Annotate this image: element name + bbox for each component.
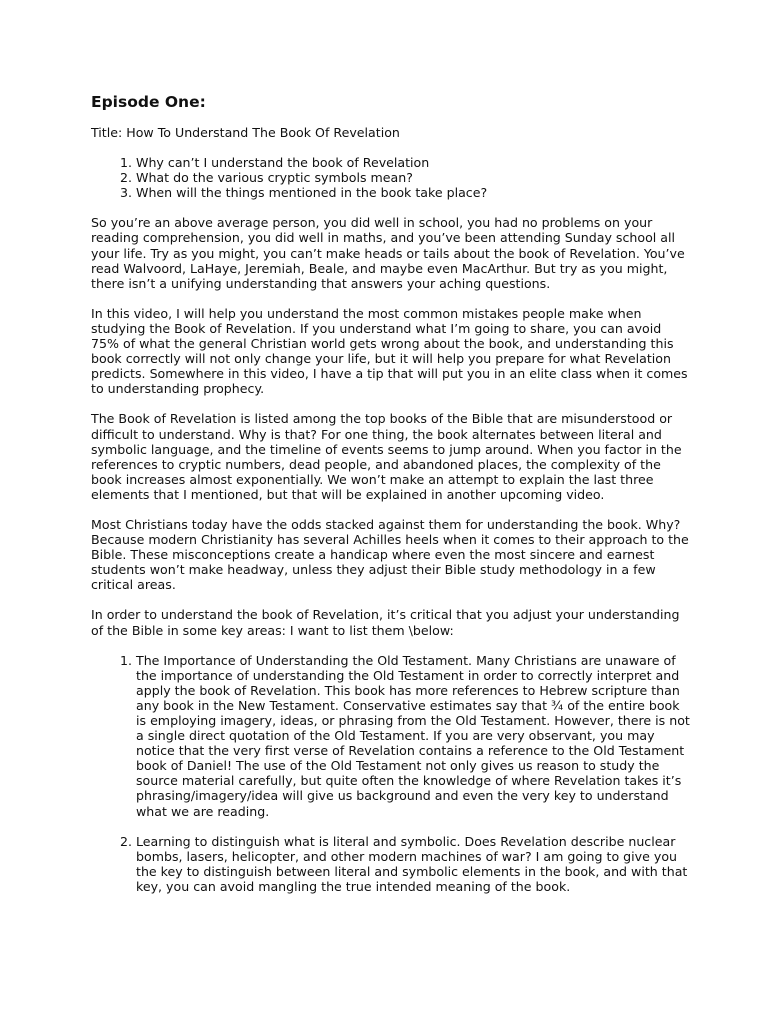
question-item: 1. Why can’t I understand the book of Revelation — [136, 155, 691, 170]
questions-list — [91, 155, 691, 200]
key-area-item: 2. Learning to distinguish what is literal and symbolic. Does Revelation describe nuclear bombs, lasers, helicopter, and other modern machines of war? I am going to give you the key to distinguish between literal and symbolic elements in the book, and with that key, you can avoid mangling the true intended meaning of the book. — [136, 834, 691, 894]
title-line: Title: How To Understand The Book Of Revelation — [91, 125, 400, 140]
key-areas-list — [91, 653, 691, 894]
paragraph-odds: Most Christians today have the odds stacked against them for understanding the book. Why? Because modern Christianity has several Achilles heels when it comes to their approach to the Bible. These misconceptions create a handicap where even the most sincere and earnest students won’t make headway, unless they adjust their Bible study methodology in a few critical areas. — [91, 516, 689, 593]
key-area-item: 1. The Importance of Understanding the Old Testament. Many Christians are unaware of the importance of understanding the Old Testament in order to correctly interpret and apply the book of Revelation. This book has more references to Hebrew scripture than any book in the New Testament. Conservative estimates say that ¾ of the entire book is employing imagery, ideas, or phrasing from the Old Testament. However, there is not a single direct quotation of the Old Testament. If you are very observant, you may notice that the very first verse of Revelation contains a reference to the Old Testament book of Daniel! The use of the Old Testament not only gives us reason to study the source material carefully, but quite often the knowledge of where Revelation takes it’s phrasing/imagery/idea will give us background and even the very key to understand what we are reading. — [136, 653, 691, 819]
paragraph-intro: So you’re an above average person, you did well in school, you had no problems on your reading comprehension, you did well in maths, and you’ve been attending Sunday school all your life. Try as you might, you can’t make heads or tails about the book of Revelation. You’ve read Walvoord, LaHaye, Jeremiah, Beale, and maybe even MacArthur. But try as you might, there isn’t a unifying understanding that answers your aching questions. — [91, 215, 685, 291]
paragraph-difficulty: The Book of Revelation is listed among the top books of the Bible that are misunderstood or difficult to understand. Why is that? For one thing, the book alternates between literal and symbolic language, and the timeline of events seems to jump around. When you factor in the references to cryptic numbers, dead people, and abandoned places, the complexity of the book increases almost exponentially. We won’t make an attempt to explain the last three elements that I mentioned, but that will be explained in another upcoming video. — [91, 411, 682, 502]
paragraph-video: In this video, I will help you understand the most common mistakes people make when studying the Book of Revelation. If you understand what I’m going to share, you can avoid 75% of what the general Christian world gets wrong about the book, and understanding this book correctly will not only change your life, but it will help you prepare for what Revelation predicts. Somewhere in this video, I have a tip that will put you in an elite class when it comes to understanding prophecy. — [91, 305, 688, 397]
question-item: 3. When will the things mentioned in the book take place? — [136, 185, 691, 200]
document-page — [91, 92, 691, 909]
paragraph-key-areas-intro: In order to understand the book of Revelation, it’s critical that you adjust your understanding of the Bible in some key areas: I want to list them \below: — [91, 607, 680, 638]
question-item: 2. What do the various cryptic symbols mean? — [136, 170, 691, 185]
episode-heading: Episode One: — [91, 93, 206, 111]
